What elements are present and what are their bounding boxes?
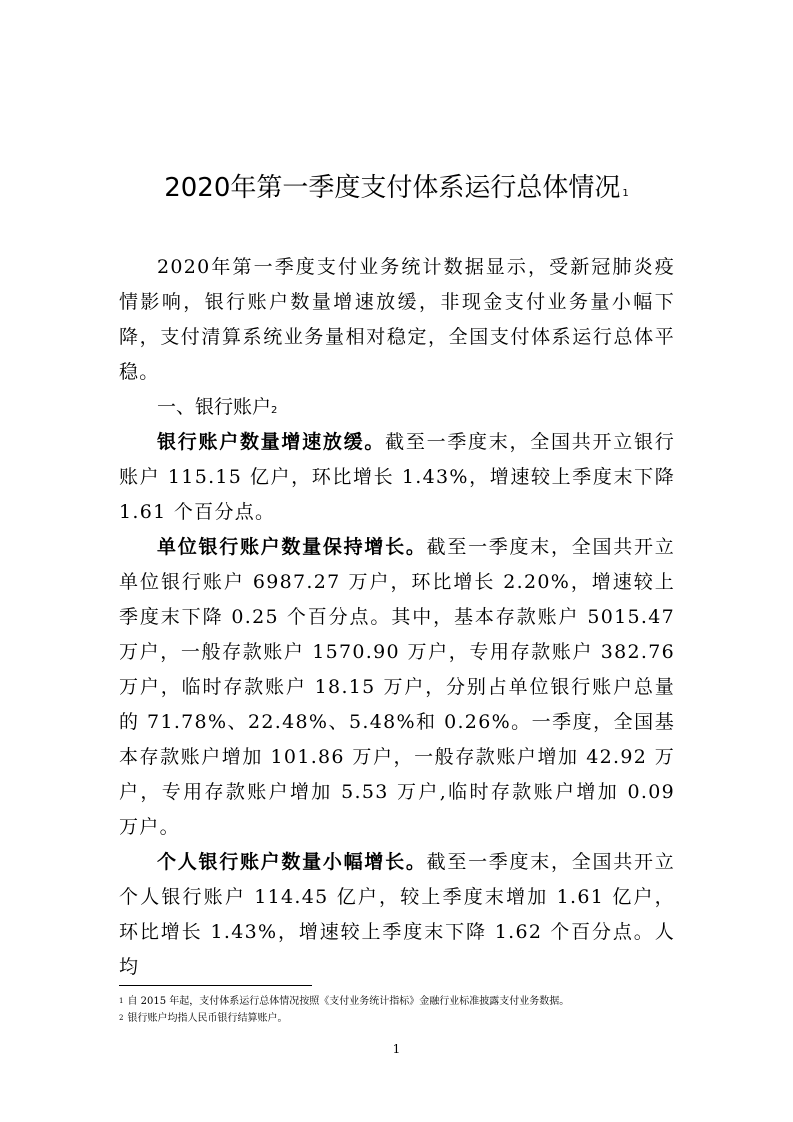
document-title xyxy=(0,168,793,208)
paragraph-personal-accounts xyxy=(119,845,675,985)
paragraph-lead: 银行账户数量增速放缓。 xyxy=(157,431,386,453)
footnote-text: 自 2015 年起，支付体系运行总体情况按照《支付业务统计指标》金融行业标准披露支付业务数据。 xyxy=(127,996,570,1007)
paragraph-body: 截至一季度末，全国共开立单位银行账户 6987.27 万户，环比增长 2.20%，增速较上季度末下降 0.25 个百分点。其中，基本存款账户 5015.47 万户，一般存款账户 1570.90 万户，专用存款账户 382.76 万户，临时存款账户 18.15 万户，分别占单位银行账户总量的 71.78%、22.48%、5.48%和 0.26%。一季度，全国基本存款账户增加 101.86 万户，一般存款账户增加 42.92 万户，专用存款账户增加 5.53 万户,临时存款账户增加 0.09 万户。 xyxy=(119,536,675,838)
footnote-1 xyxy=(119,993,719,1010)
footnote-text: 银行账户均指人民币银行结算账户。 xyxy=(127,1013,288,1024)
body-text xyxy=(119,250,675,985)
title-footnote-mark: 1 xyxy=(622,188,629,199)
paragraph-body: 截至一季度末，全国共开立个人银行账户 114.45 亿户，较上季度末增加 1.61 亿户，环比增长 1.43%，增速较上季度末下降 1.62 个百分点。人均 xyxy=(119,851,675,978)
footnotes xyxy=(119,993,719,1027)
paragraph-lead: 个人银行账户数量小幅增长。 xyxy=(157,851,427,873)
footnote-mark: 2 xyxy=(119,1014,124,1022)
intro-paragraph: 2020年第一季度支付业务统计数据显示，受新冠肺炎疫情影响，银行账户数量增速放缓，非现金支付业务量小幅下降，支付清算系统业务量相对稳定，全国支付体系运行总体平稳。 xyxy=(119,256,675,383)
footnote-2 xyxy=(119,1010,719,1027)
section-heading-bank-accounts xyxy=(119,390,675,425)
paragraph-body: 截至一季度末，全国共开立银行账户 115.15 亿户，环比增长 1.43%，增速较上季度末下降 1.61 个百分点。 xyxy=(119,431,675,523)
paragraph-unit-accounts xyxy=(119,530,675,845)
footnote-mark: 1 xyxy=(119,997,124,1005)
paragraph-lead: 单位银行账户数量保持增长。 xyxy=(157,536,427,558)
section-heading-text: 一、银行账户 xyxy=(157,396,272,418)
section-footnote-mark: 2 xyxy=(271,405,278,416)
page-number: 1 xyxy=(392,1042,401,1056)
paragraph-bank-accounts xyxy=(119,425,675,530)
title-text: 2020年第一季度支付体系运行总体情况 xyxy=(164,173,621,203)
footnote-separator xyxy=(119,985,312,986)
